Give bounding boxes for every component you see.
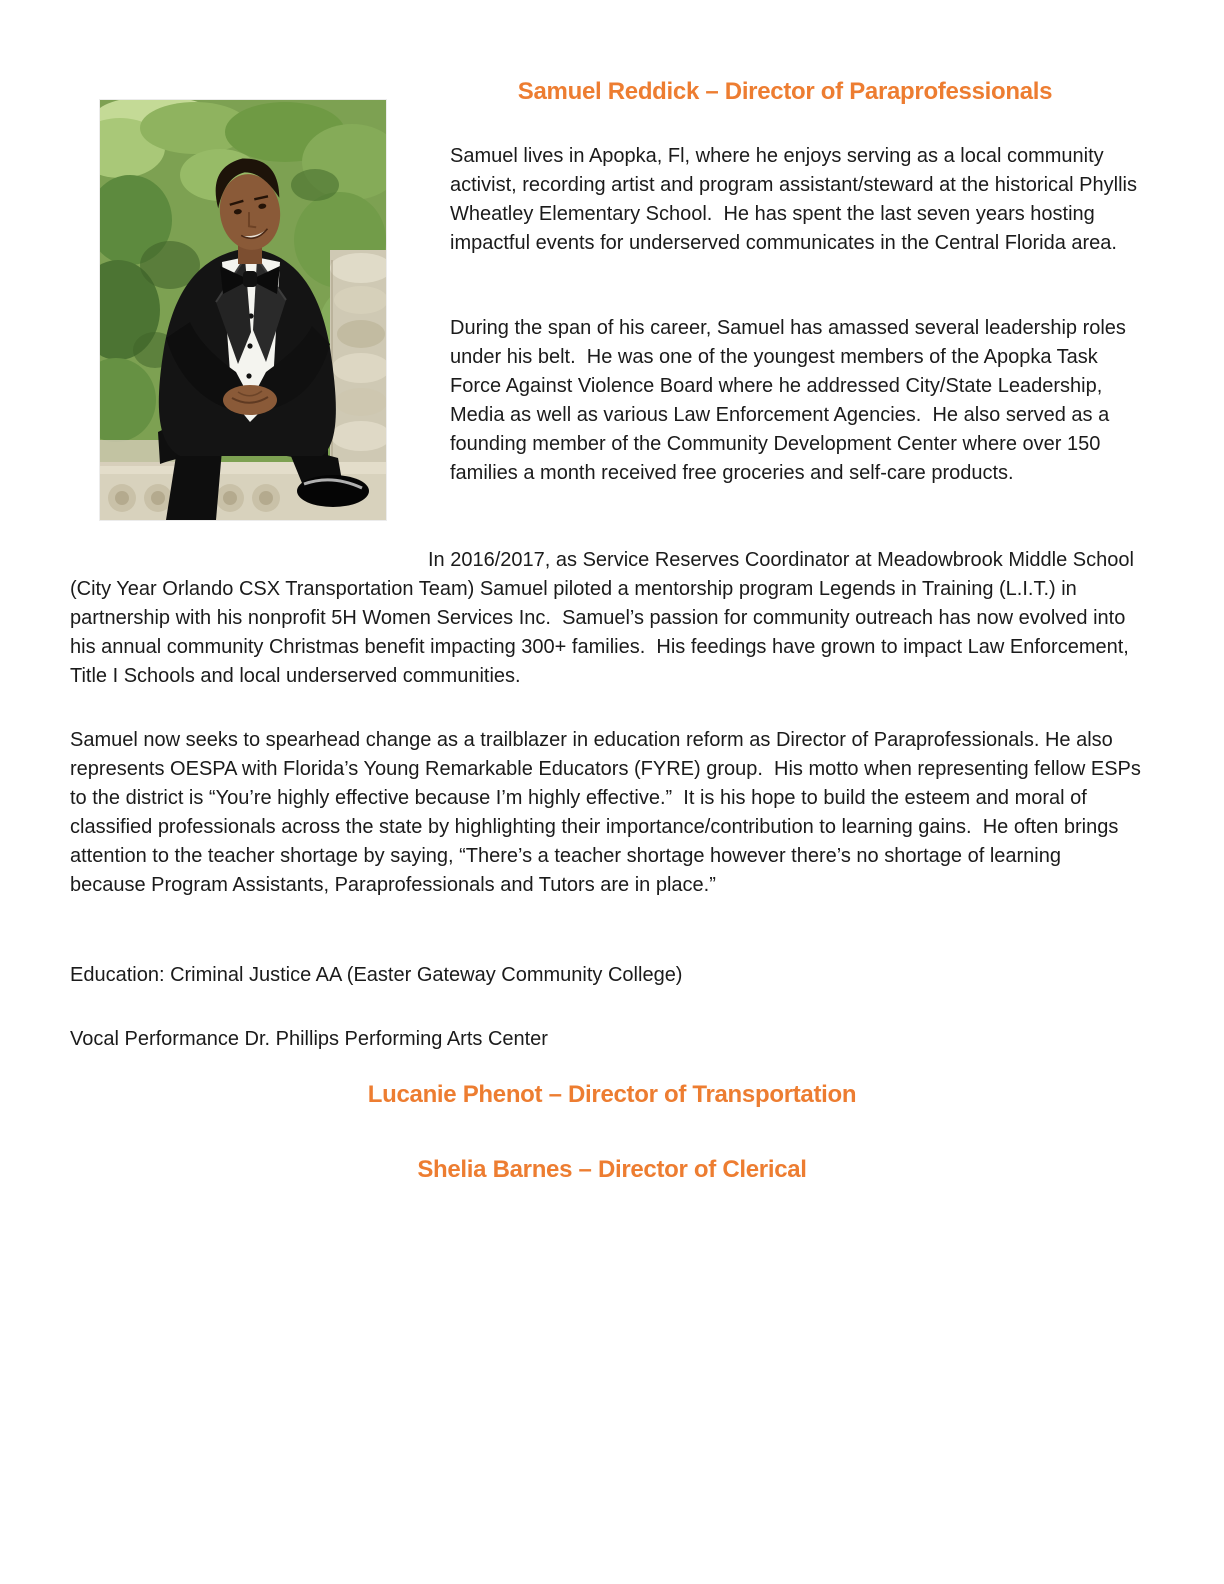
paragraph-bio-intro: Samuel lives in Apopka, Fl, where he enjoys serving as a local community activist, recording artist and program assistant/steward at the historical Phyllis Wheatley Elementary School. He has spent the last seven years hosting impactful events for underserved communicates in the Central Florida area. [450,145,1143,254]
paragraph-director-goals: Samuel now seeks to spearhead change as a trailblazer in education reform as Director of Paraprofessionals. He also represents OESPA with Florida’s Young Remarkable Educators (FYRE) group. His motto when representing fellow ESPs to the district is “You’re highly effective because I’m highly effective.” It is his hope to build the esteem and moral of classified professionals across the state by highlighting their importance/contribution to learning gains. He often brings attention to the teacher shortage by saying, “There’s a teacher shortage however there’s no shortage of learning because Program Assistants, Paraprofessionals and Tutors are in place.” [70,729,1147,896]
paragraph-career: During the span of his career, Samuel has amassed several leadership roles under his belt. He was one of the youngest members of the Apopka Task Force Against Violence Board where he addressed City/State Leadership, Media as well as various Law Enforcement Agencies. He also served as a founding member of the Community Development Center where over 150 families a month received free groceries and self-care products. [450,317,1132,484]
portrait-photo-illustration [100,100,386,520]
heading-samuel-reddick: Samuel Reddick – Director of Paraprofessionals [517,78,1053,105]
portrait-photo [100,100,386,520]
heading-lucanie-phenot: Lucanie Phenot – Director of Transportation [367,1081,857,1108]
paragraph-coordinator: In 2016/2017, as Service Reserves Coordinator at Meadowbrook Middle School (City Year Orlando CSX Transportation Team) Samuel piloted a mentorship program Legends in Training (L.I.T.) in partnership with his nonprofit 5H Women Services Inc. Samuel’s passion for community outreach has now evolved into his annual community Christmas benefit impacting 300+ families. His feedings have grown to impact Law Enforcement, Title I Schools and local underserved communities. [70,549,1140,687]
vocal-performance-line: Vocal Performance Dr. Phillips Performing Arts Center [70,1028,548,1050]
education-line: Education: Criminal Justice AA (Easter Gateway Community College) [70,964,683,986]
heading-shelia-barnes: Shelia Barnes – Director of Clerical [417,1156,807,1183]
